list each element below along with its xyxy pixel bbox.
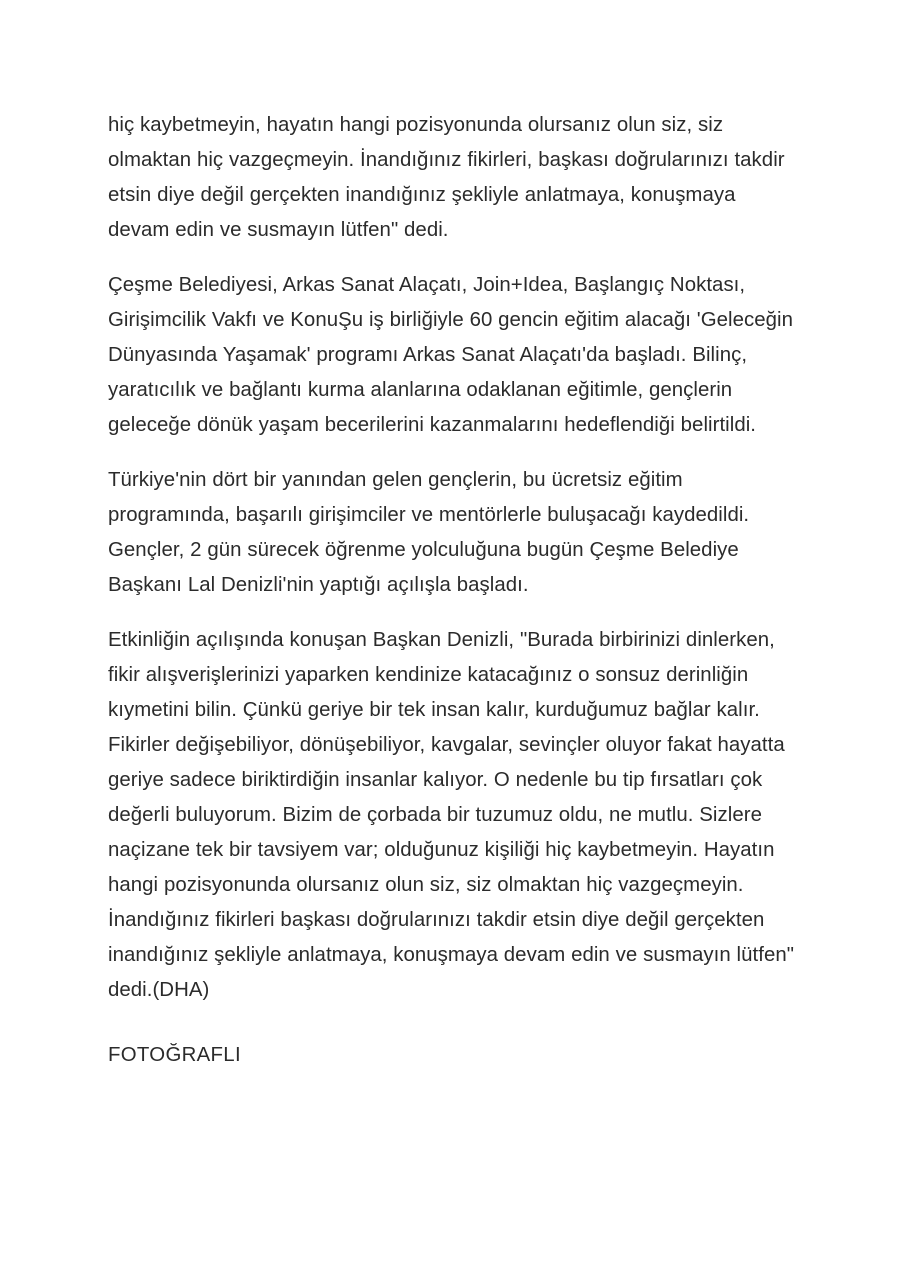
article-paragraph-3: Türkiye'nin dört bir yanından gelen gençlerin, bu ücretsiz eğitim programında, başarılı girişimciler ve mentörlerle buluşacağı kaydedildi. Gençler, 2 gün sürecek öğrenme yolculuğuna bugün Çeşme Belediye Başkanı Lal Denizli'nin yaptığı açılışla başladı. <box>108 469 750 596</box>
article-paragraph-4: Etkinliğin açılışında konuşan Başkan Denizli, "Burada birbirinizi dinlerken, fikir alışverişlerinizi yaparken kendinize katacağınız o sonsuz derinliğin kıymetini bilin. Çünkü geriye bir tek insan kalır, kurduğumuz bağlar kalır. Fikirler değişebiliyor, dönüşebiliyor, kavgalar, sevinçler oluyor fakat hayatta geriye sadece biriktirdiğin insanlar kalıyor. O nedenle bu tip fırsatları çok değerli buluyorum. Bizim de çorbada bir tuzumuz oldu, ne mutlu. Sizlere naçizane tek bir tavsiyem var; olduğunuz kişiliği hiç kaybetmeyin. Hayatın hangi pozisyonunda olursanız olun siz, siz olmaktan hiç vazgeçmeyin. İnandığınız fikirleri başkası doğrularınızı takdir etsin diye değil gerçekten inandığınız şekliyle anlatmaya, konuşmaya devam edin ve susmayın lütfen" dedi.(DHA) <box>108 629 795 1001</box>
article-body <box>108 108 800 1073</box>
article-paragraph-1: hiç kaybetmeyin, hayatın hangi pozisyonunda olursanız olun siz, siz olmaktan hiç vazgeçmeyin. İnandığınız fikirleri, başkası doğrularınızı takdir etsin diye değil gerçekten inandığınız şekliyle anlatmaya, konuşmaya devam edin ve susmayın lütfen" dedi. <box>108 114 785 241</box>
article-tagline: FOTOĞRAFLI <box>108 1044 241 1066</box>
article-paragraph-2: Çeşme Belediyesi, Arkas Sanat Alaçatı, Join+Idea, Başlangıç Noktası, Girişimcilik Vakfı ve KonuŞu iş birliğiyle 60 gencin eğitim alacağı 'Geleceğin Dünyasında Yaşamak' programı Arkas Sanat Alaçatı'da başladı. Bilinç, yaratıcılık ve bağlantı kurma alanlarına odaklanan eğitimle, gençlerin geleceğe dönük yaşam becerilerini kazanmalarını hedeflendiği belirtildi. <box>108 274 794 436</box>
